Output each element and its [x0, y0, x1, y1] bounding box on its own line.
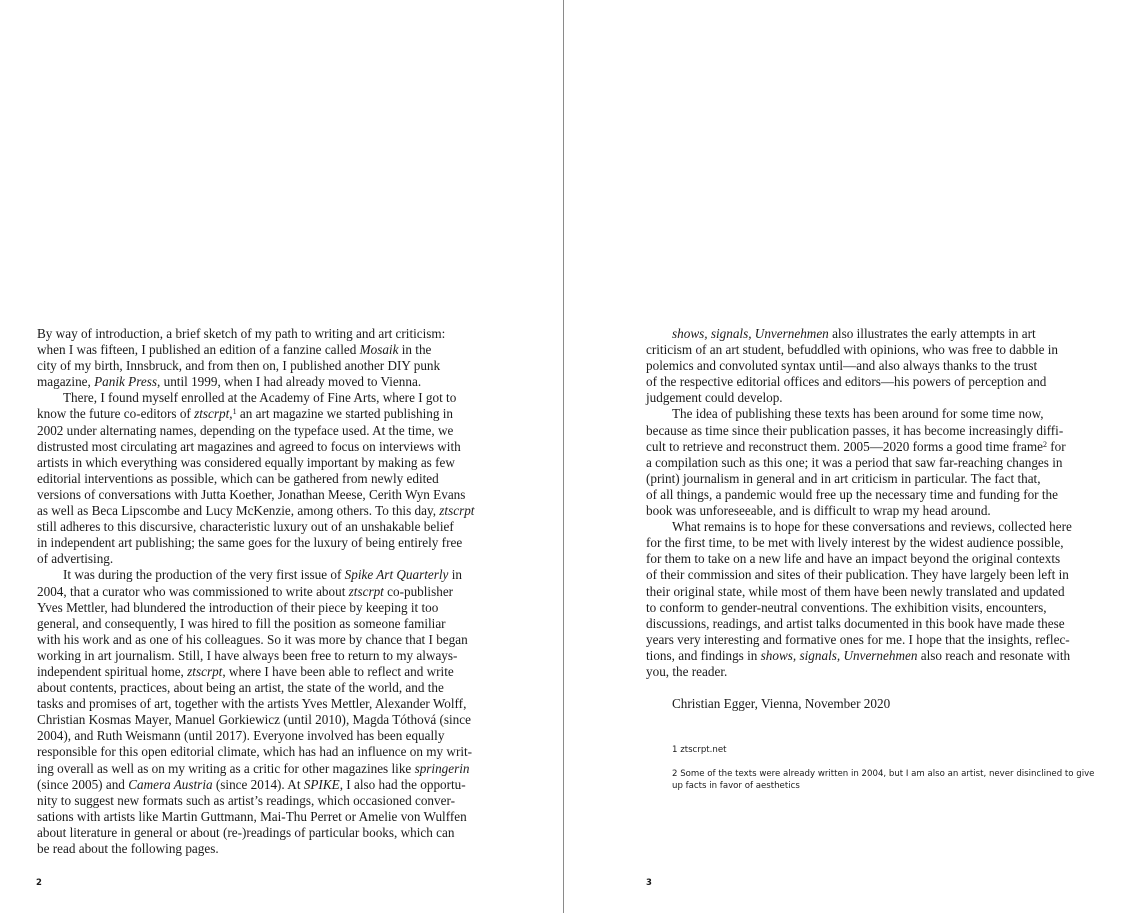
text-line [37, 535, 491, 551]
footnote [672, 768, 1102, 792]
text-line [37, 406, 491, 422]
text-line [646, 584, 1100, 600]
text-line [37, 374, 491, 390]
text-line [37, 600, 491, 616]
text-run: What remains is to hope for these conversations and reviews, collected here [672, 519, 1072, 535]
text-run: to conform to gender-neutral conventions. The exhibition visits, encounters, [646, 599, 1047, 615]
text-line [37, 519, 491, 535]
text-run: working in art journalism. Still, I have always been free to return to my always- [37, 647, 458, 663]
text-line [37, 696, 491, 712]
text-run: tasks and promises of art, together with the artists Yves Mettler, Alexander Wolff, [37, 696, 467, 712]
text-run: of the respective editorial offices and editors—his powers of perception and [646, 374, 1047, 390]
text-line [646, 519, 1100, 535]
text-line [646, 567, 1100, 583]
text-run: for the first time, to be met with lively interest by the widest audience possible, [646, 535, 1064, 551]
text-line [646, 487, 1100, 503]
text-run: , I also had the opportu- [339, 776, 466, 792]
text-line [37, 423, 491, 439]
text-run: artists in which everything was considered equally important by making as few [37, 454, 455, 470]
text-line [37, 342, 491, 358]
text-line [37, 809, 491, 825]
italic-run: Mosaik [359, 342, 399, 358]
text-run: about literature in general or about (re-)readings of particular books, which can [37, 824, 455, 840]
text-run: in the [398, 342, 432, 358]
text-line [37, 825, 491, 841]
text-run: cult to retrieve and reconstruct them. 2005—2020 forms a good time frame [646, 438, 1043, 454]
text-run: for [1046, 438, 1066, 454]
text-line [37, 584, 491, 600]
italic-run: shows, signals, Unvernehmen [672, 326, 829, 341]
text-run: 2004, that a curator who was commissioned to write about [37, 583, 349, 599]
text-line [37, 728, 491, 744]
text-run: Yves Mettler, had blundered the introduction of their piece by keeping it too [37, 599, 439, 615]
text-run: sations with artists like Martin Guttmann, Mai-Thu Perret or Amelie von Wulffen [37, 808, 467, 824]
text-run: , [229, 406, 233, 422]
text-run: book was unforeseeable, and is difficult to wrap my head around. [646, 503, 991, 519]
text-run: (since 2005) and [37, 776, 129, 792]
text-run: when I was fifteen, I published an edition of a fanzine called [37, 342, 360, 358]
text-line [646, 439, 1100, 455]
text-line [37, 632, 491, 648]
right-page-body [646, 326, 1100, 712]
text-run: co-publisher [383, 583, 454, 599]
text-run: Christian Kosmas Mayer, Manuel Gorkiewicz (until 2010), Magda Tóthová (since [37, 712, 471, 728]
text-run: as well as Beca Lipscombe and Lucy McKenzie, among others. To this day, [37, 503, 440, 519]
footnote [672, 744, 1102, 756]
text-line [646, 664, 1100, 680]
text-run: criticism of an art student, befuddled with opinions, who was free to dabble in [646, 342, 1059, 358]
text-run: magazine, [37, 374, 95, 390]
text-run: , where I have been able to reflect and write [222, 663, 454, 679]
italic-run: springerin [414, 760, 470, 776]
italic-run: ztscrpt [187, 663, 223, 679]
text-line [646, 648, 1100, 664]
text-line [37, 648, 491, 664]
text-line [646, 503, 1100, 519]
text-run: be read about the following pages. [37, 841, 219, 856]
text-line [37, 503, 491, 519]
text-run: with his work and as one of his colleagues. So it was more by chance that I began [37, 631, 468, 647]
right-page [564, 0, 1127, 913]
text-line [37, 487, 491, 503]
text-run: of their commission and sites of their publication. They have largely been left in [646, 567, 1069, 583]
text-line [37, 326, 491, 342]
text-line [646, 551, 1100, 567]
text-run: their original state, while most of them have been newly translated and updated [646, 583, 1065, 599]
text-run: independent spiritual home, [37, 663, 188, 679]
text-run: also reach and resonate with [917, 647, 1071, 663]
author-signature: Christian Egger, Vienna, November 2020 [672, 696, 891, 712]
text-run: still adheres to this discursive, characteristic luxury out of an unshakable belief [37, 519, 454, 535]
text-line [646, 390, 1100, 406]
footnote-line: 1 ztscrpt.net [672, 745, 727, 755]
text-run: a compilation such as this one; it was a period that saw far-reaching changes in [646, 454, 1063, 470]
text-line [37, 616, 491, 632]
italic-run: shows, signals, Unvernehmen [760, 647, 918, 663]
right-page-paragraphs [646, 326, 1100, 680]
text-line [37, 390, 491, 406]
text-run: also illustrates the early attempts in art [828, 326, 1036, 341]
text-line [37, 439, 491, 455]
text-line [646, 423, 1100, 439]
left-page [0, 0, 563, 913]
text-line [37, 793, 491, 809]
text-run: general, and consequently, I was hired to fill the position as someone familiar [37, 615, 446, 631]
text-run: There, I found myself enrolled at the Academy of Fine Arts, where I got to [63, 390, 457, 406]
left-page-number: 2 [36, 878, 42, 888]
text-line [37, 551, 491, 567]
text-line [646, 455, 1100, 471]
text-line [646, 616, 1100, 632]
italic-run: ztscrpt [439, 503, 475, 519]
text-run: tions, and findings in [646, 647, 761, 663]
text-line [646, 374, 1100, 390]
text-run: in independent art publishing; the same goes for the luxury of being entirely free [37, 535, 463, 551]
italic-run: ztscrpt [194, 406, 230, 422]
text-line [37, 567, 491, 583]
text-run: you, the reader. [646, 663, 728, 679]
text-run: polemics and convoluted syntax until—and also always thanks to the trust [646, 358, 1038, 374]
italic-run: SPIKE [303, 776, 340, 792]
text-line [646, 471, 1100, 487]
text-line [646, 342, 1100, 358]
italic-run: Camera Austria [128, 776, 213, 792]
text-run: distrusted most circulating art magazines and agreed to focus on interviews with [37, 438, 461, 454]
text-run: know the future co-editors of [37, 406, 195, 422]
text-line [646, 632, 1100, 648]
text-run: , until 1999, when I had already moved to Vienna. [157, 374, 422, 390]
text-run: discussions, readings, and artist talks documented in this book have made these [646, 615, 1065, 631]
text-run: It was during the production of the very first issue of [63, 567, 345, 583]
text-line [37, 455, 491, 471]
text-run: for them to take on a new life and have an impact beyond the original contexts [646, 551, 1061, 567]
text-line [37, 664, 491, 680]
text-run: (since 2014). At [212, 776, 304, 792]
text-line [37, 471, 491, 487]
text-run: responsible for this open editorial climate, which has had an influence on my writ- [37, 744, 473, 760]
text-line [646, 600, 1100, 616]
text-line [646, 535, 1100, 551]
text-run: judgement could develop. [646, 390, 783, 406]
text-line [37, 712, 491, 728]
text-line [37, 358, 491, 374]
text-run: an art magazine we started publishing in [236, 406, 454, 422]
text-line [646, 406, 1100, 422]
text-run: By way of introduction, a brief sketch of my path to writing and art criticism: [37, 326, 446, 341]
text-run: of advertising. [37, 551, 114, 567]
text-run: (print) journalism in general and in art criticism in particular. The fact that, [646, 470, 1041, 486]
text-run: of all things, a pandemic would free up the necessary time and funding for the [646, 486, 1058, 502]
text-run: city of my birth, Innsbruck, and from then on, I published another DIY punk [37, 358, 441, 374]
text-run: 2002 under alternating names, depending on the typeface used. At the time, we [37, 422, 454, 438]
footnote-line: up facts in favor of aesthetics [672, 781, 800, 791]
footnote-ref: 2 [1042, 439, 1047, 449]
text-run: ing overall as well as on my writing as a critic for other magazines like [37, 760, 415, 776]
text-run: nity to suggest new formats such as artist’s readings, which occasioned conver- [37, 792, 455, 808]
text-line [646, 326, 1100, 342]
text-line [646, 358, 1100, 374]
left-page-body [37, 326, 491, 857]
text-run: 2004), and Ruth Weismann (until 2017). Everyone involved has been equally [37, 728, 445, 744]
text-line [37, 761, 491, 777]
text-run: The idea of publishing these texts has been around for some time now, [672, 406, 1044, 422]
right-page-number: 3 [646, 878, 652, 888]
text-run: editorial interventions as possible, which can be gathered from newly edited [37, 470, 439, 486]
text-run: because as time since their publication passes, it has become increasingly diffi- [646, 422, 1064, 438]
italic-run: Spike Art Quarterly [344, 567, 449, 583]
text-line [37, 680, 491, 696]
italic-run: Panik Press [94, 374, 157, 390]
footnote-ref: 1 [232, 407, 237, 417]
footnote-line: 2 Some of the texts were already written in 2004, but I am also an artist, never disinclined to give [672, 769, 1095, 779]
text-line [37, 841, 491, 857]
footnotes [672, 744, 1102, 804]
text-run: about contents, practices, about being an artist, the state of the world, and the [37, 680, 444, 696]
text-line [37, 744, 491, 760]
italic-run: ztscrpt [348, 583, 384, 599]
text-line [37, 777, 491, 793]
text-run: in [448, 567, 462, 583]
text-run: versions of conversations with Jutta Koether, Jonathan Meese, Cerith Wyn Evans [37, 486, 466, 502]
text-run: years very interesting and formative ones for me. I hope that the insights, reflec- [646, 631, 1070, 647]
